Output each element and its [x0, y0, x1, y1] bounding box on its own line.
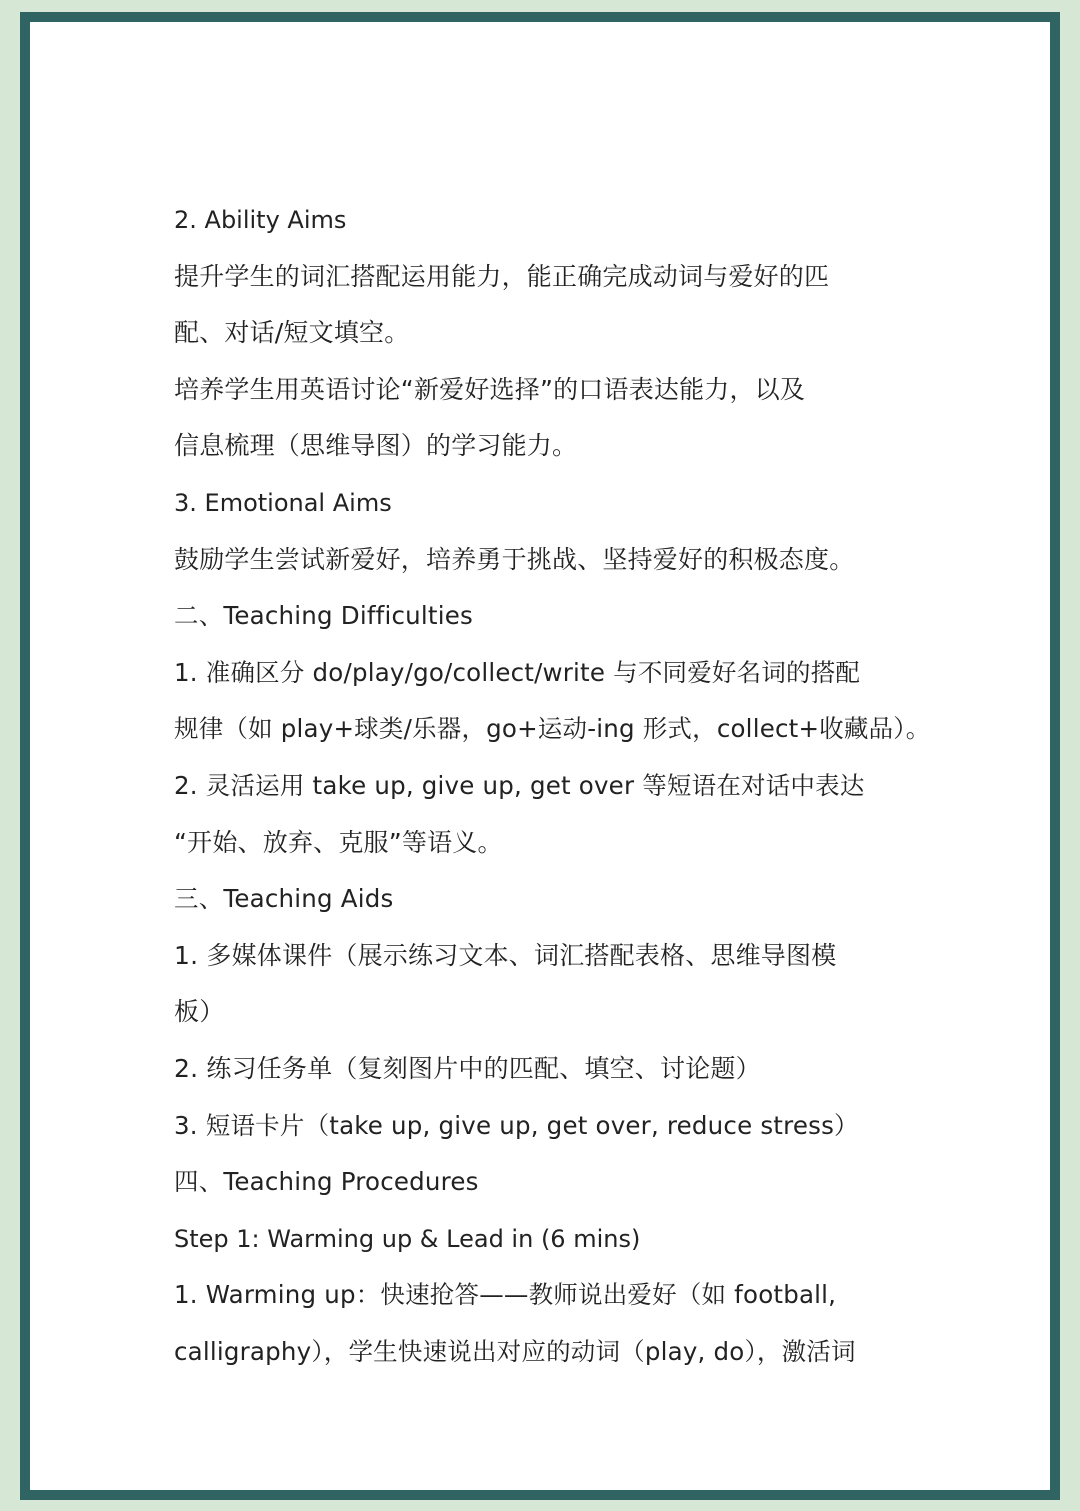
paragraph-line: 培养学生用英语讨论“新爱好选择”的口语表达能力，以及: [174, 374, 806, 404]
paragraph-line: 配、对话/短文填空。: [174, 318, 410, 348]
list-item-continuation: 板）: [174, 997, 225, 1027]
document-body: [174, 192, 954, 1380]
paragraph-line: 信息梳理（思维导图）的学习能力。: [174, 431, 578, 461]
document-page: [30, 22, 1050, 1490]
list-item: 2. 灵活运用 take up, give up, get over 等短语在对话中表达: [174, 770, 865, 800]
list-item-continuation: “开始、放弃、克服”等语义。: [174, 827, 503, 857]
list-item: 1. 多媒体课件（展示练习文本、词汇搭配表格、思维导图模: [174, 940, 837, 970]
heading-emotional-aims: 3. Emotional Aims: [174, 488, 392, 517]
heading-teaching-aids: 三、Teaching Aids: [174, 884, 394, 914]
heading-ability-aims: 2. Ability Aims: [174, 206, 347, 234]
paragraph-line: 鼓励学生尝试新爱好，培养勇于挑战、坚持爱好的积极态度。: [174, 544, 855, 574]
list-item-continuation: 规律（如 play+球类/乐器，go+运动-ing 形式，collect+收藏品）。: [174, 714, 931, 744]
paragraph-line: 提升学生的词汇搭配运用能力，能正确完成动词与爱好的匹: [174, 261, 830, 291]
list-item-continuation: calligraphy），学生快速说出对应的动词（play, do），激活词: [174, 1336, 856, 1366]
heading-teaching-difficulties: 二、Teaching Difficulties: [174, 601, 473, 631]
page-frame: [20, 12, 1060, 1500]
list-item: 1. 准确区分 do/play/go/collect/write 与不同爱好名词的搭配: [174, 657, 861, 687]
list-item: 3. 短语卡片（take up, give up, get over, reduce stress）: [174, 1110, 859, 1140]
heading-teaching-procedures: 四、Teaching Procedures: [174, 1167, 479, 1197]
list-item: 1. Warming up：快速抢答——教师说出爱好（如 football,: [174, 1280, 837, 1310]
step-heading: Step 1: Warming up & Lead in (6 mins): [174, 1224, 641, 1253]
list-item: 2. 练习任务单（复刻图片中的匹配、填空、讨论题）: [174, 1053, 761, 1083]
